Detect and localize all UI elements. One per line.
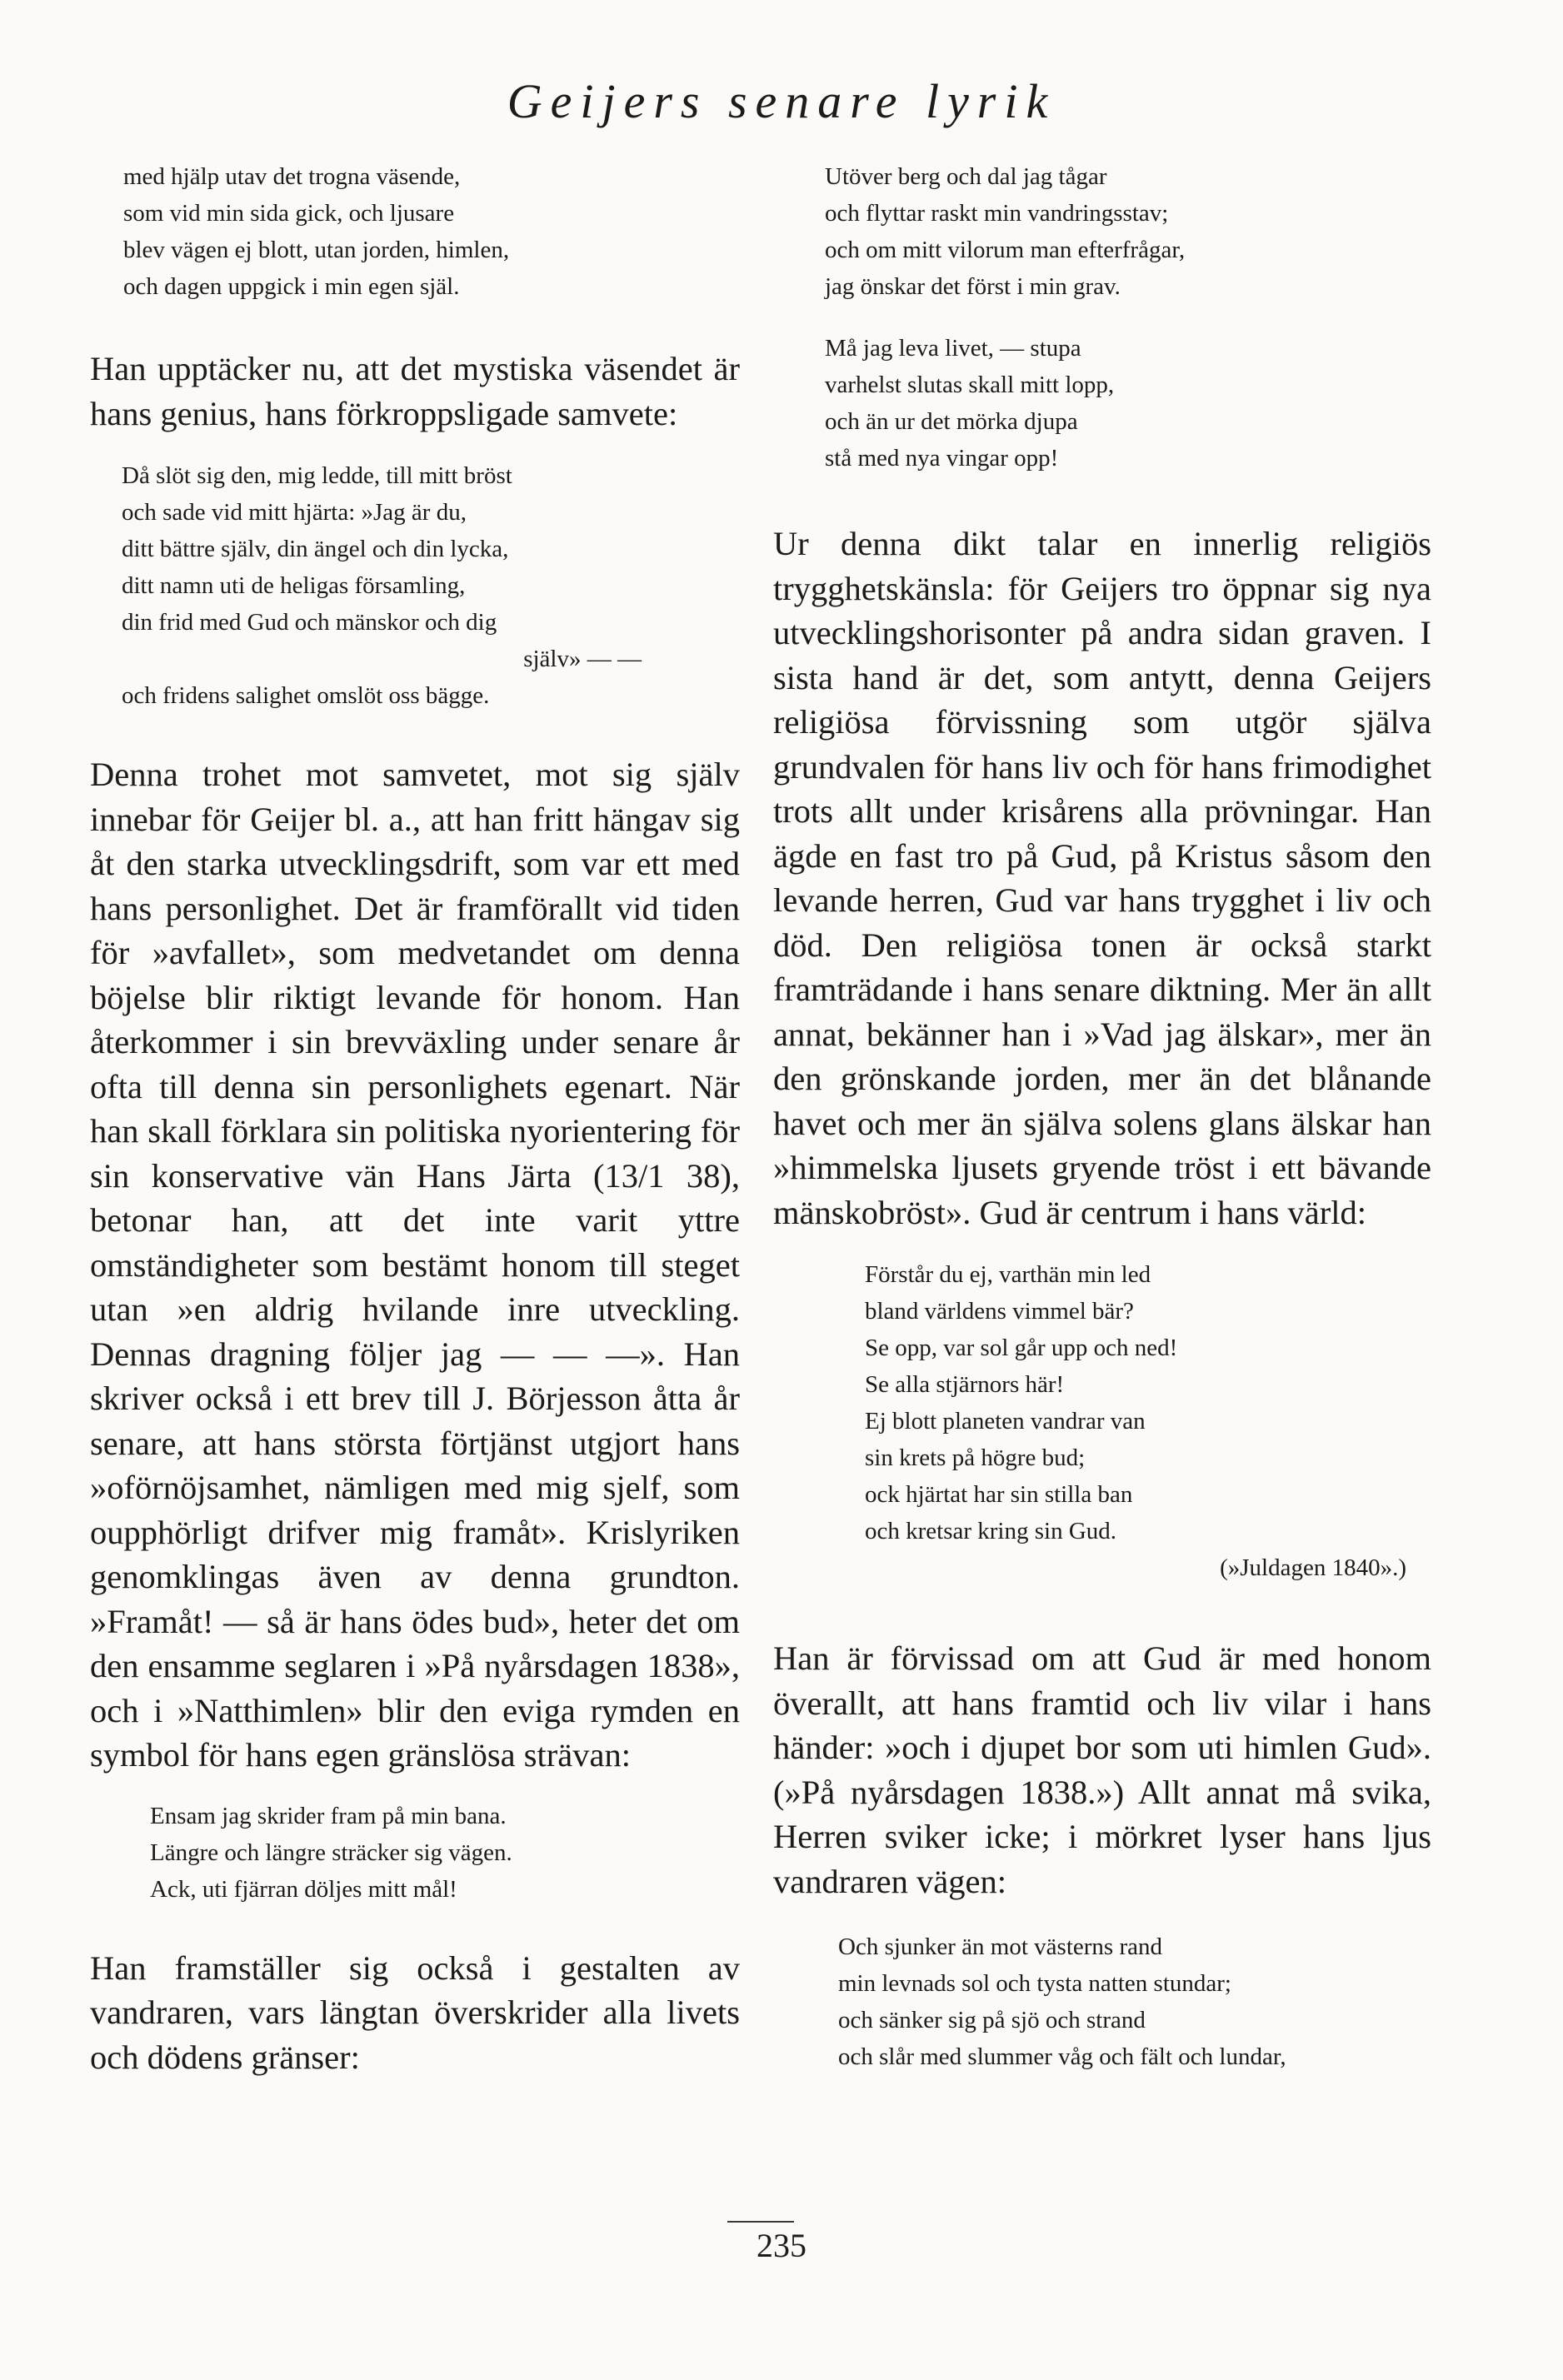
right-verse-3 [865,1256,1431,1549]
verse-line: Må jag leva livet, — stupa [825,335,1081,362]
verse-line: och fridens salighet omslöt oss bägge. [122,682,490,709]
verse-line: ditt bättre själv, din ängel och din lycka, [122,536,509,562]
verse-line: och om mitt vilorum man efterfrågar, [825,237,1186,263]
verse-line: Ack, uti fjärran döljes mitt mål! [150,1875,457,1903]
verse-line: och sade vid mitt hjärta: »Jag är du, [122,499,467,526]
right-paragraph-1: Ur denna dikt talar en innerlig religiös trygghetskänsla: för Geijers tro öppnar sig nya utvecklingshorisonter på andra sidan graven. I sista hand är det, som antytt, denna Geijers religiösa förvissning som utgör själva grundvalen för hans liv och för hans frimodighet trots allt under krisårens alla prövningar. Han ägde en fast tro på Gud, på Kristus såsom den levande herren, Gud var hans trygghet i liv och död. Den religiösa tonen är också starkt framträdande i hans senare diktning. Mer än allt annat, bekänner han i »Vad jag älskar», mer än den grönskande jorden, mer än det blånande havet och mer än själva solens glans älskar han »himmelska ljusets gryende tröst i ett bävande mänskobröst». Gud är centrum i hans värld: [773,525,1431,1231]
verse-line: och än ur det mörka djupa [825,408,1078,435]
verse-line: bland världens vimmel bär? [865,1298,1134,1325]
verse-line: Då slöt sig den, mig ledde, till mitt bröst [122,462,512,489]
footer-rule [727,2221,794,2223]
verse-line: och sänker sig på sjö och strand [838,2007,1146,2033]
verse-line: och flyttar raskt min vandringsstav; [825,200,1169,227]
left-verse-1 [123,158,740,305]
verse-line: och dagen uppgick i min egen själ. [123,273,460,300]
left-paragraph-3: Han framställer sig också i gestalten av vandraren, vars längtan överskrider alla livets och dödens gränser: [90,1948,740,2076]
verse-line: jag önskar det först i min grav. [825,273,1121,300]
verse-line: Se opp, var sol går upp och ned! [865,1335,1178,1361]
verse-line: varhelst slutas skall mitt lopp, [825,372,1115,398]
left-verse-3 [150,1798,740,1908]
verse-line: själv» — — [523,646,642,672]
verse-attribution: (»Juldagen 1840».) [1220,1554,1406,1581]
verse-line: Längre och längre sträcker sig vägen. [150,1839,512,1866]
right-verse-2 [825,330,1431,476]
verse-line: min levnads sol och tysta natten stundar; [838,1970,1231,1997]
verse-line: och kretsar kring sin Gud. [865,1518,1117,1544]
running-header: Geijers senare lyrik [507,74,1056,128]
verse-line: med hjälp utav det trogna väsende, [123,163,461,190]
verse-line: stå med nya vingar opp! [825,445,1059,472]
verse-line: din frid med Gud och mänskor och dig [122,609,497,636]
right-paragraph-2: Han är förvissad om att Gud är med honom överallt, att hans framtid och liv vilar i hans händer: »och i djupet bor som uti himlen Gud». (»På nyårsdagen 1838.») Allt annat må svika, Herren sviker icke; i mörkret lyser hans ljus vandraren vägen: [773,1639,1431,1900]
verse-line: och slår med slummer våg och fält och lundar, [838,2043,1286,2070]
left-paragraph-2: Denna trohet mot samvetet, mot sig själv innebar för Geijer bl. a., att han fritt hängav sig åt den starka utvecklingsdrift, som var ett med hans personlighet. Det är framförallt vid tiden för »avfallet», som medvetandet om denna böjelse blir riktigt levande för honom. Han återkommer i sin brevväxling under senare år ofta till denna sin personlighets egenart. När han skall förklara sin politiska nyorientering för sin konservative vän Hans Järta (13/1 38), betonar han, att det inte varit yttre omständigheter som bestämt honom till steget utan »en aldrig hvilande inre utveckling. Dennas dragning följer jag — — —». Han skriver också i ett brev till J. Börjesson åtta år senare, att hans största förtjänst utgjort hans »oförnöjsamhet, nämligen med mig sjelf, som oupphörligt drifver mig framåt». Krislyriken genomklingas även av denna grundton. »Framåt! — så är hans ödes bud», heter det om den ensamme seglaren i »På nyårsdagen 1838», och i »Natthimlen» blir den eviga rymden en symbol för hans egen gränslösa strävan: [90,756,740,1774]
verse-line: som vid min sida gick, och ljusare [123,200,455,227]
verse-line: Utöver berg och dal jag tågar [825,163,1107,190]
verse-line: Se alla stjärnors här! [865,1371,1065,1398]
left-column [90,158,740,2079]
left-verse-2 [122,457,740,714]
left-paragraph-1: Han upptäcker nu, att det mystiska väsendet är hans genius, hans förkroppsligade samvete: [90,350,740,432]
verse-line: ock hjärtat har sin stilla ban [865,1481,1133,1508]
verse-line: ditt namn uti de heligas församling, [122,572,466,599]
verse-line: Ensam jag skrider fram på min bana. [150,1802,507,1829]
right-column [773,158,1431,2075]
right-verse-1 [825,158,1431,305]
verse-line: Och sjunker än mot västerns rand [838,1933,1162,1960]
verse-line: blev vägen ej blott, utan jorden, himlen, [123,237,510,263]
verse-line: Ej blott planeten vandrar van [865,1408,1146,1434]
verse-line: sin krets på högre bud; [865,1444,1086,1471]
verse-line: Förstår du ej, varthän min led [865,1261,1151,1288]
right-verse-4 [838,1928,1431,2075]
page-number: 235 [757,2227,806,2264]
